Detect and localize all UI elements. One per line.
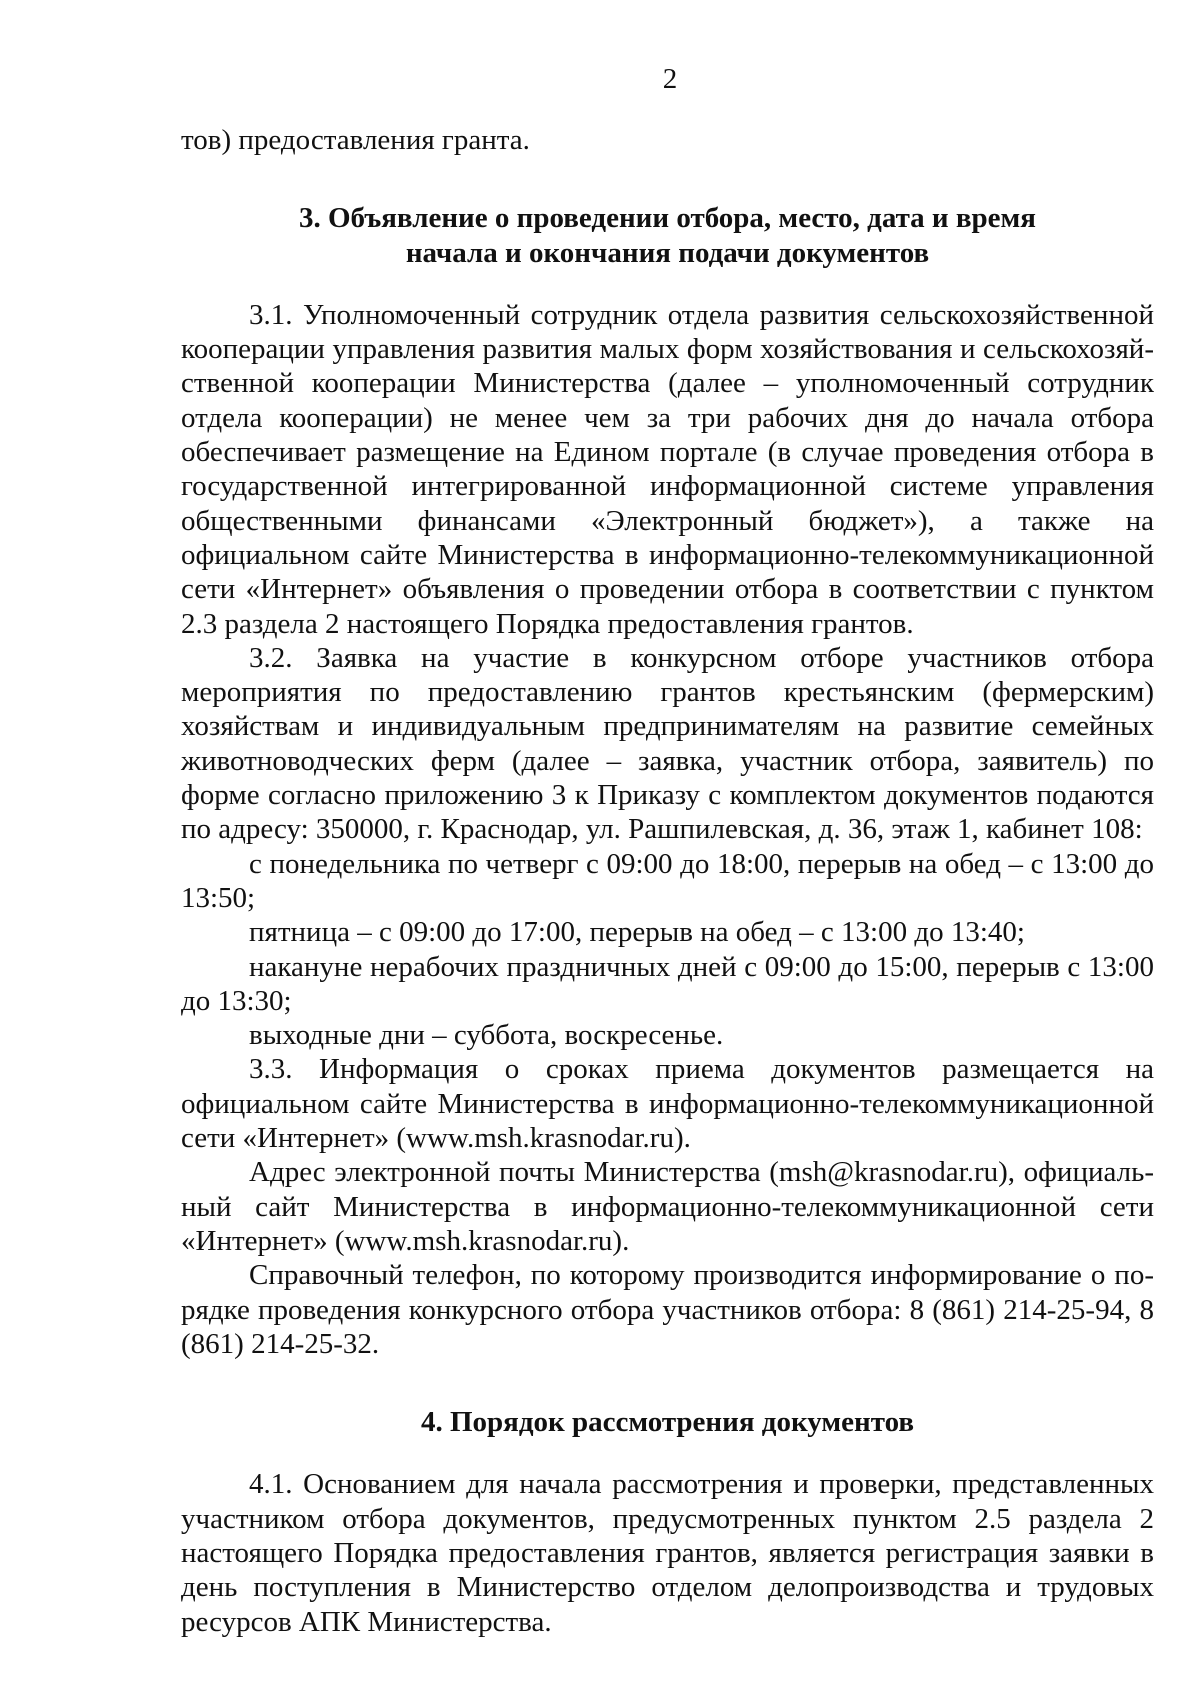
schedule-preholiday: накануне нерабочих праздничных дней с 09:00 до 15:00, перерыв с 13:00 до 13:30; — [181, 950, 1154, 1017]
schedule-friday: пятница – с 09:00 до 17:00, перерыв на обед – с 13:00 до 13:40; — [249, 916, 1025, 949]
section-4-title: 4. Порядок рассмотрения документов — [420, 1406, 915, 1439]
paragraph-3-3: 3.3. Информация о сроках приема документов размещается на официальном сайте Министерства в информационно-телекоммуникационной сети «Интернет» (www.msh.krasnodar.ru). — [181, 1053, 1154, 1155]
email-info: Адрес электронной почты Министерства (msh@krasnodar.ru), официальный сайт Министерства в информационно-телекоммуникационной сети «Интернет» (www.msh.krasnodar.ru). — [181, 1156, 1154, 1257]
section-3-title-line-1: 3. Объявление о проведении отбора, место, дата и время — [299, 202, 1036, 235]
paragraph-3-1: 3.1. Уполномоченный сотрудник отдела развития сельскохозяйственной кооперации управления развития малых форм хозяйствования и сельскохозяйственной кооперации Министерства (далее – уполномоченный сотрудник отдела кооперации) не менее чем за три рабочих дня до начала отбора обеспечивает размещение на Едином портале (в случае проведения отбора в государственной интегрированной информационной системе управления общественными финансами «Электронный бюджет»), а также на официальном сайте Министерства в информационно-телекоммуникационной сети «Интернет» объявления о проведении отбора в соответствии с пунктом 2.3 раздела 2 настоящего Порядка предоставления грантов. — [181, 298, 1154, 640]
schedule-weekend: выходные дни – суббота, воскресенье. — [249, 1019, 724, 1052]
section-3-heading — [181, 201, 1154, 270]
paragraph-3-2: 3.2. Заявка на участие в конкурсном отборе участников отбора мероприятия по предоставлению грантов крестьянским (фермерским) хозяйствам и индивидуальным предпринимателям на развитие семейных животноводческих ферм (далее – заявка, участник отбора, заявитель) по форме согласно приложению 3 к Приказу с комплектом документов подаются по адресу: 350000, г. Краснодар, ул. Рашпилевская, д. 36, этаж 1, кабинет 108: — [181, 641, 1154, 846]
document-body — [181, 123, 1154, 1639]
section-3-title-line-2: начала и окончания подачи документов — [405, 236, 930, 269]
phone-info: Справочный телефон, по которому производится информирование о порядке проведения конкурсного отбора участников отбора: 8 (861) 214-25-94, 8 (861) 214-25-32. — [181, 1259, 1154, 1360]
page-number: 2 — [662, 63, 678, 95]
continuation-text: тов) предоставления гранта. — [181, 124, 530, 156]
schedule-weekdays: с понедельника по четверг с 09:00 до 18:00, перерыв на обед – с 13:00 до 13:50; — [181, 847, 1154, 914]
paragraph-4-1: 4.1. Основанием для начала рассмотрения и проверки, представленных участником отбора документов, предусмотренных пунктом 2.5 раздела 2 настоящего Порядка предоставления грантов, является регистрация заявки в день поступления в Министерство отделом делопроизводства и трудовых ресурсов АПК Министерства. — [181, 1468, 1154, 1638]
